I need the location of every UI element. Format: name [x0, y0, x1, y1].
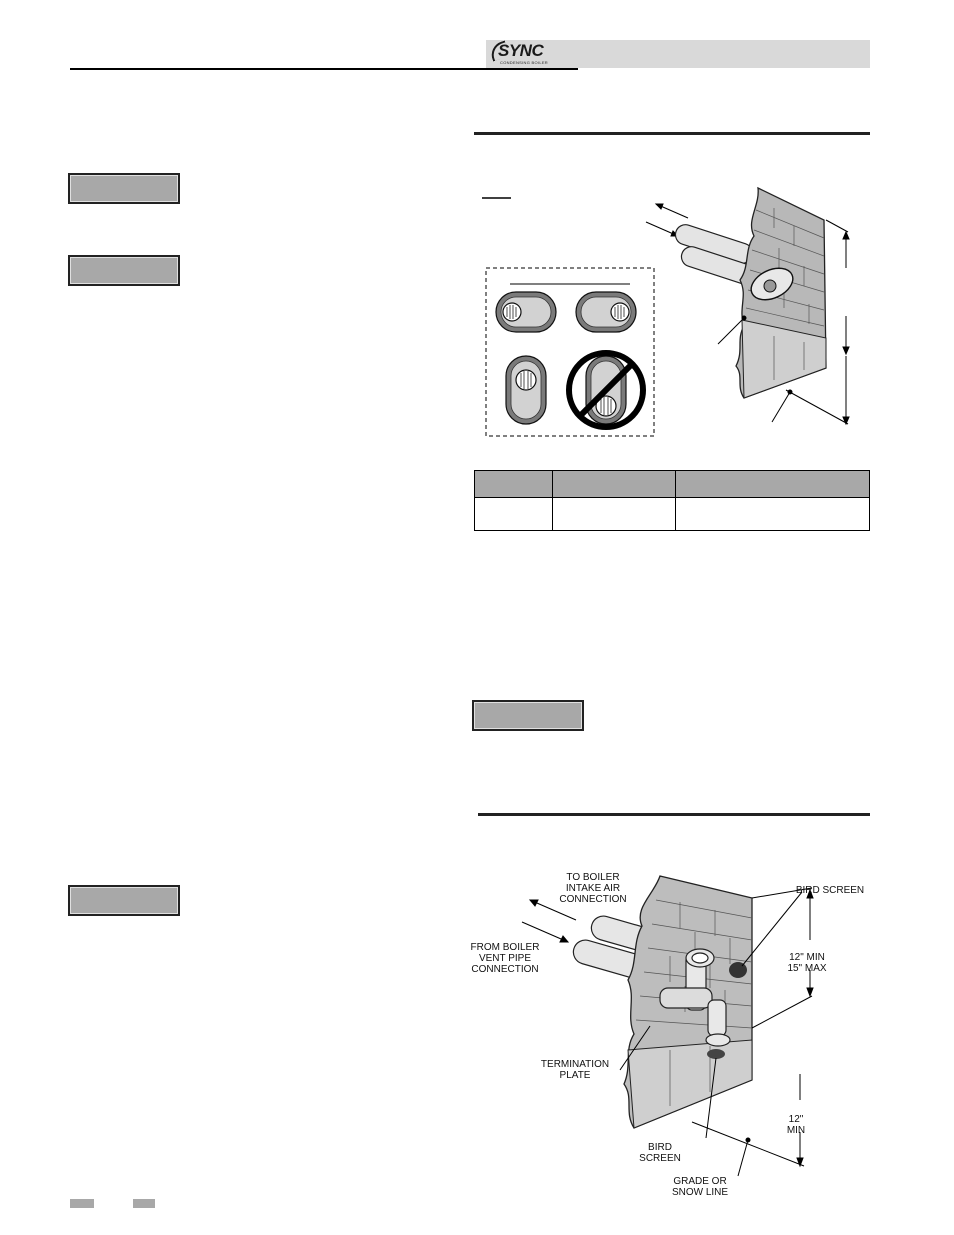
- notice-box-2: [68, 255, 180, 286]
- termination-plate-label: TERMINATION PLATE: [540, 1059, 610, 1081]
- bird-screen-bottom-label: BIRD SCREEN: [639, 1142, 681, 1164]
- spec-table-header: [475, 471, 870, 498]
- brand-logo: [490, 41, 560, 69]
- notice-box-4: [472, 700, 584, 731]
- dimension-bottom-label: 12" MIN: [786, 1114, 806, 1136]
- brand-tagline: CONDENSING BOILER: [500, 60, 548, 65]
- grade-snow-line-label: GRADE OR SNOW LINE: [671, 1176, 729, 1198]
- section-rule-2: [478, 813, 870, 816]
- horizontal-right-orientation: [576, 292, 636, 332]
- vertical-allowed-orientation: [506, 356, 546, 424]
- header-rule: [70, 68, 578, 70]
- spec-table-cell: [475, 498, 553, 531]
- brick-wall: [736, 188, 826, 398]
- notice-box-3: [68, 885, 180, 916]
- vertical-prohibited-orientation: [569, 353, 643, 427]
- vent-connection-label: FROM BOILER VENT PIPE CONNECTION: [470, 942, 540, 975]
- section-rule-1: [474, 132, 870, 135]
- intake-connection-label: TO BOILER INTAKE AIR CONNECTION: [559, 872, 627, 905]
- spec-table-cell: [676, 498, 870, 531]
- flow-arrows: [522, 900, 576, 942]
- spec-table: [474, 470, 870, 531]
- footer-page-box: [70, 1199, 94, 1208]
- brand-name: SYNC: [498, 41, 544, 60]
- spec-table-cell: [552, 498, 676, 531]
- spec-table-header-cell: [475, 471, 553, 498]
- spec-table-header-cell: [552, 471, 676, 498]
- table-row: [475, 498, 870, 531]
- bird-screen-top-label: BIRD SCREEN: [795, 885, 865, 896]
- dimension-top-label: 12" MIN 15" MAX: [787, 952, 827, 974]
- venting-kit-figure: [474, 180, 874, 442]
- termination-figure: [520, 870, 820, 1180]
- notice-box-1: [68, 173, 180, 204]
- spec-table-header-cell: [676, 471, 870, 498]
- footer-doc-box: [133, 1199, 155, 1208]
- horizontal-left-orientation: [496, 292, 556, 332]
